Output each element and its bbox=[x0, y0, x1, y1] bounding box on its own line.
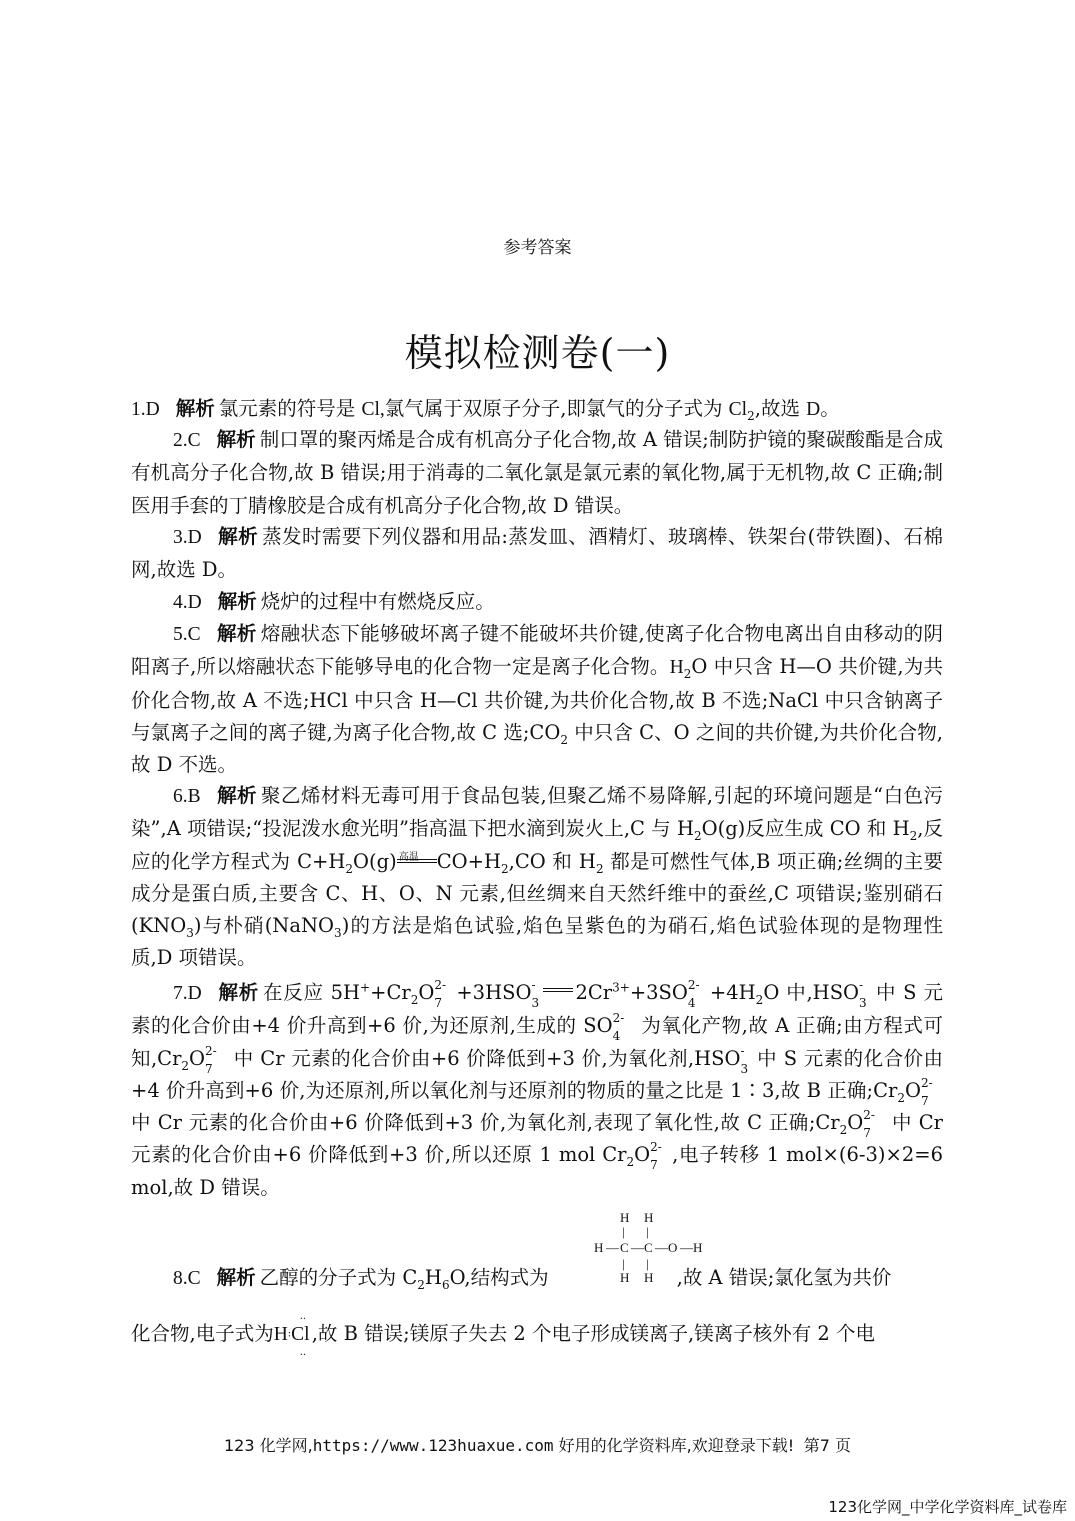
header-label: 参考答案 bbox=[503, 238, 572, 258]
analysis-label: 解析 bbox=[216, 784, 258, 807]
ethanol-structural-formula: H H | | H — C — C — O — H | | H H bbox=[594, 1210, 703, 1285]
analysis-label: 解析 bbox=[216, 622, 257, 645]
hcl-electron-formula: H:Cl ·· ·· bbox=[273, 1314, 310, 1361]
answer-8-line-1: 8.C 解析 乙醇的分子式为 $C_2H_6O$,结构式为 ,故 A 错误;氯化氢为共价 bbox=[173, 1266, 892, 1292]
answer-7: 7.D 解析 在反应 $5H^++Cr_2O$ 2- 7 +3HSO - 3 $2Cr^{3+}+3SO$ 2- 4 $+4H_2O$ 中,HSO - 3 中 S 元素的化合价由+4 价升高到+6 价,为还原剂,生成的 SO 2- 4 为氧化产物,故 A 正确;由方程式可知$,Cr_2O$ 2- 7 中 Cr 元素的化合价由+6 价降低到+3 价,为氧化剂,HSO - 3 中 S 元素的化合价由+4 价升高到+6 价,为还原剂,所以氧化剂与还原剂的物质的量之比是 1∶3,故 B 正确$;Cr_2O$ 2- 7 中 Cr 元素的化合价由+6 价降低到+3 价,为氧化剂,表现了氧化性,故 C 正确$;Cr_2O$ 2- 7 中 Cr 元素的化合价由+6 价降低到+3 价,所以还原 1 mol $Cr_2O$ 2- 7 ,电子转移 1 mol×(6-3)×2=6 mol,故 D 错误。 bbox=[131, 978, 943, 1199]
answer-2: 2.C 解析 制口罩的聚丙烯是合成有机高分子化合物,故 A 错误;制防护镜的聚碳酸酯是合成有机高分子化合物,故 B 错误;用于消毒的二氧化氯是氯元素的氧化物,属于无机物,故 C 正确;制医用手套的丁腈橡胶是合成有机高分子化合物,故 D 错误。 bbox=[131, 428, 943, 517]
answer-4: 4.D 解析 烧炉的过程中有燃烧反应。 bbox=[173, 590, 495, 613]
equals-sign bbox=[541, 979, 575, 999]
page-footer: 123 化学网,https://www.123huaxue.com 好用的化学资料库,欢迎登录下载! 第7 页 bbox=[223, 1436, 852, 1455]
watermark: 123化学网_中学化学资料库_试卷库 bbox=[828, 1498, 1067, 1516]
answer-number: 5.C bbox=[173, 624, 201, 645]
answer-number: 2.C bbox=[173, 430, 201, 451]
answer-number: 1.D bbox=[131, 399, 160, 420]
answer-number: 4.D bbox=[173, 592, 202, 613]
analysis-label: 解析 bbox=[175, 397, 215, 420]
page-title: 模拟检测卷(一) bbox=[404, 331, 671, 375]
answer-1: 1.D 解析 氯元素的符号是 Cl,氯气属于双原子分子,即氯气的分子式为 $Cl_2$,故选 D。 bbox=[131, 397, 840, 423]
answer-number: 7.D bbox=[173, 983, 202, 1004]
answer-number: 3.D bbox=[173, 527, 202, 548]
answer-3: 3.D 解析 蒸发时需要下列仪器和用品:蒸发皿、酒精灯、玻璃棒、铁架台(带铁圈)、石棉网,故选 D。 bbox=[131, 525, 943, 582]
analysis-label: 解析 bbox=[217, 525, 259, 548]
page-number: 第7 页 bbox=[803, 1436, 852, 1455]
site-url[interactable]: https://www.123huaxue.com bbox=[312, 1436, 554, 1455]
analysis-label: 解析 bbox=[216, 1266, 256, 1289]
answer-number: 8.C bbox=[173, 1268, 201, 1289]
analysis-label: 解析 bbox=[217, 590, 257, 613]
answer-6: 6.B 解析 聚乙烯材料无毒可用于食品包装,但聚乙烯不易降解,引起的环境问题是“白色污染”,A 项错误;“投泥泼水愈光明”指高温下把水滴到炭火上,C 与 $H_2O(g)$反应生成 CO 和 $H_2$,反应的化学方程式为 $C+H_2O(g)$ 高温 $CO+H_2,CO$ 和 $H_2$ 都是可燃性气体,B 项正确;丝绸的主要成分是蛋白质,主要含 C、H、O、N 元素,但丝绸来自天然纤维中的蚕丝,C 项错误;鉴别硝石$(KNO_3)$与朴硝(NaNO$_3$)的方法是焰色试验,焰色呈紫色的为硝石,焰色试验体现的是物理性质,D 项错误。 bbox=[131, 784, 944, 970]
reaction-condition: 高温 bbox=[397, 848, 437, 868]
answer-number: 6.B bbox=[173, 786, 201, 807]
analysis-label: 解析 bbox=[217, 981, 259, 1004]
answer-5: 5.C 解析 熔融状态下能够破坏离子键不能破坏共价键,使离子化合物电离出自由移动的阴阳离子,所以熔融状态下能够导电的化合物一定是离子化合物。$H_2O$ 中只含 H—O 共价键,为共价化合物,故 A 不选;HCl 中只含 H—Cl 共价键,为共价化合物,故 B 不选;NaCl 中只含钠离子与氯离子之间的离子键,为离子化合物,故 C 选$;CO_2$ 中只含 C、O 之间的共价键,为共价化合物,故 D 不选。 bbox=[131, 622, 943, 777]
analysis-label: 解析 bbox=[216, 428, 256, 451]
answer-8-line-2: 化合物,电子式为H:Cl ·· ·· ,故 B 错误;镁原子失去 2 个电子形成镁离子,镁离子核外有 2 个电 bbox=[131, 1314, 876, 1361]
